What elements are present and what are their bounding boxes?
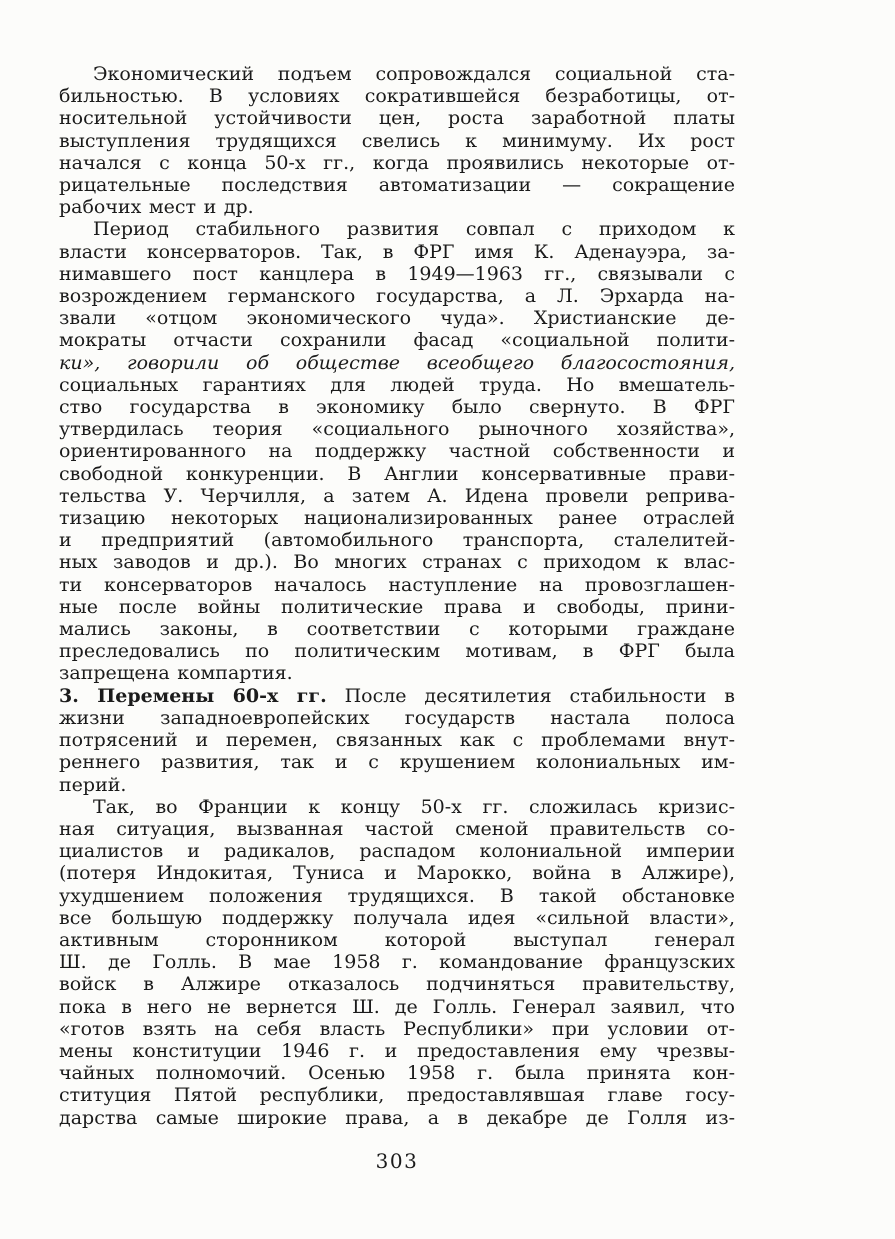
text-run: (потеря Индокитая, Туниса и Марокко, война в Алжире),: [59, 862, 735, 885]
text-run: нимавшего пост канцлера в 1949—1963 гг., связывали с: [59, 262, 735, 285]
text-run: Так, во Франции к концу 50-х гг. сложилась кризис-: [93, 795, 735, 818]
text-line: [59, 840, 735, 862]
text-line: [59, 1040, 735, 1062]
text-line: [59, 685, 735, 707]
text-run: жизни западноевропейских государств настала полоса: [59, 706, 735, 729]
text-line: [59, 640, 735, 662]
text-run: свободной конкуренции. В Англии консервативные прави-: [59, 462, 735, 485]
text-line: [59, 396, 735, 418]
text-line: [59, 152, 735, 174]
text-run: выступления трудящихся свелись к минимуму. Их рост: [59, 129, 735, 152]
text-run: мались законы, в соответствии с которыми граждане: [59, 618, 735, 641]
text-run: реннего развития, так и с крушением колониальных им-: [59, 751, 735, 774]
text-line: [59, 529, 735, 551]
text-line: [59, 241, 735, 263]
text-line: [59, 551, 735, 573]
text-run: запрещена компартия.: [59, 662, 293, 685]
text-run: мократы отчасти сохранили фасад «социальной полити-: [59, 329, 735, 352]
text-run: ные после войны политические права и свободы, прини-: [59, 595, 735, 618]
text-line: [59, 463, 735, 485]
text-line: [59, 307, 735, 329]
text-line: [59, 352, 735, 374]
text-run: рабочих мест и др.: [59, 196, 254, 219]
text-run: перий.: [59, 773, 127, 796]
text-line: [59, 796, 735, 818]
text-line: [59, 374, 735, 396]
text-line: [59, 485, 735, 507]
text-run: Экономический подъем сопровождался социальной ста-: [93, 63, 735, 85]
paragraph: [59, 796, 735, 1129]
paragraph: [59, 685, 735, 796]
text-run: чайных полномочий. Осенью 1958 г. была принята кон-: [59, 1062, 735, 1085]
text-line: [59, 507, 735, 529]
text-run: «готов взять на себя власть Республики» при условии от-: [59, 1017, 735, 1040]
text-line: [59, 1062, 735, 1084]
text-line: [59, 929, 735, 951]
italic-run: ки», говорили об обществе всеобщего благосостояния,: [59, 351, 735, 374]
text-run: власти консерваторов. Так, в ФРГ имя К. Аденауэра, за-: [59, 240, 735, 263]
text-run: утвердилась теория «социального рыночного хозяйства»,: [59, 418, 735, 441]
text-run: носительной устойчивости цен, роста заработной платы: [59, 107, 735, 130]
text-run: звали «отцом экономического чуда». Христианские де-: [59, 307, 735, 330]
text-line: [59, 862, 735, 884]
text-line: [59, 662, 735, 684]
text-run: ных заводов и др.). Во многих странах с приходом к влас-: [59, 551, 735, 574]
text-line: [59, 218, 735, 240]
bold-run: 3. Перемены 60-х гг.: [59, 684, 327, 707]
text-run: все большую поддержку получала идея «сильной власти»,: [59, 906, 735, 929]
text-run: и предприятий (автомобильного транспорта, сталелитей-: [59, 529, 735, 552]
text-line: [59, 996, 735, 1018]
text-run: возрождением германского государства, а Л. Эрхарда на-: [59, 285, 735, 308]
text-run: активным сторонником которой выступал генерал: [59, 928, 735, 951]
text-line: [59, 973, 735, 995]
paragraph: [59, 63, 735, 218]
text-line: [59, 174, 735, 196]
text-line: [59, 63, 735, 85]
text-run: социальных гарантиях для людей труда. Но вмешатель-: [59, 373, 735, 396]
text-run: бильностью. В условиях сократившейся безработицы, от-: [59, 85, 735, 108]
text-line: [59, 285, 735, 307]
text-run: ориентированного на поддержку частной собственности и: [59, 440, 735, 463]
text-line: [59, 263, 735, 285]
text-line: [59, 885, 735, 907]
text-run: ная ситуация, вызванная частой сменой правительств со-: [59, 817, 735, 840]
text-line: [59, 440, 735, 462]
text-run: дарства самые широкие права, а в декабре де Голля из-: [59, 1106, 735, 1129]
text-line: [59, 707, 735, 729]
text-run: преследовались по политическим мотивам, в ФРГ была: [59, 640, 735, 663]
text-run: пока в него не вернется Ш. де Голль. Генерал заявил, что: [59, 995, 735, 1018]
text-line: [59, 574, 735, 596]
text-line: [59, 951, 735, 973]
text-block: [59, 63, 735, 1129]
text-line: [59, 751, 735, 773]
text-line: [59, 107, 735, 129]
text-run: тизацию некоторых национализированных ранее отраслей: [59, 507, 735, 530]
paragraph: [59, 218, 735, 684]
text-run: После десятилетия стабильности в: [326, 684, 735, 707]
text-run: начался с конца 50-х гг., когда проявились некоторые от-: [59, 151, 735, 174]
text-line: [59, 729, 735, 751]
text-run: мены конституции 1946 г. и предоставления ему чрезвы-: [59, 1039, 735, 1062]
text-line: [59, 85, 735, 107]
text-line: [59, 1107, 735, 1129]
text-run: ство государства в экономику было свернуто. В ФРГ: [59, 396, 735, 419]
text-line: [59, 329, 735, 351]
text-line: [59, 596, 735, 618]
text-run: Период стабильного развития совпал с приходом к: [93, 218, 735, 241]
text-run: тельства У. Черчилля, а затем А. Идена провели реприва-: [59, 484, 735, 507]
text-line: [59, 1084, 735, 1106]
text-run: рицательные последствия автоматизации — сокращение: [59, 174, 735, 197]
text-line: [59, 418, 735, 440]
text-run: войск в Алжире отказалось подчиняться правительству,: [59, 973, 735, 996]
text-run: потрясений и перемен, связанных как с проблемами внут-: [59, 729, 735, 752]
text-line: [59, 818, 735, 840]
text-line: [59, 618, 735, 640]
text-run: ти консерваторов началось наступление на провозглашен-: [59, 573, 735, 596]
text-line: [59, 907, 735, 929]
text-line: [59, 196, 735, 218]
text-line: [59, 1018, 735, 1040]
text-run: ституция Пятой республики, предоставлявшая главе госу-: [59, 1084, 735, 1107]
page-number: 303: [375, 1149, 419, 1173]
text-run: ухудшением положения трудящихся. В такой обстановке: [59, 884, 735, 907]
text-run: циалистов и радикалов, распадом колониальной империи: [59, 840, 735, 863]
text-line: [59, 130, 735, 152]
text-run: Ш. де Голль. В мае 1958 г. командование французских: [59, 951, 735, 974]
text-line: [59, 774, 735, 796]
